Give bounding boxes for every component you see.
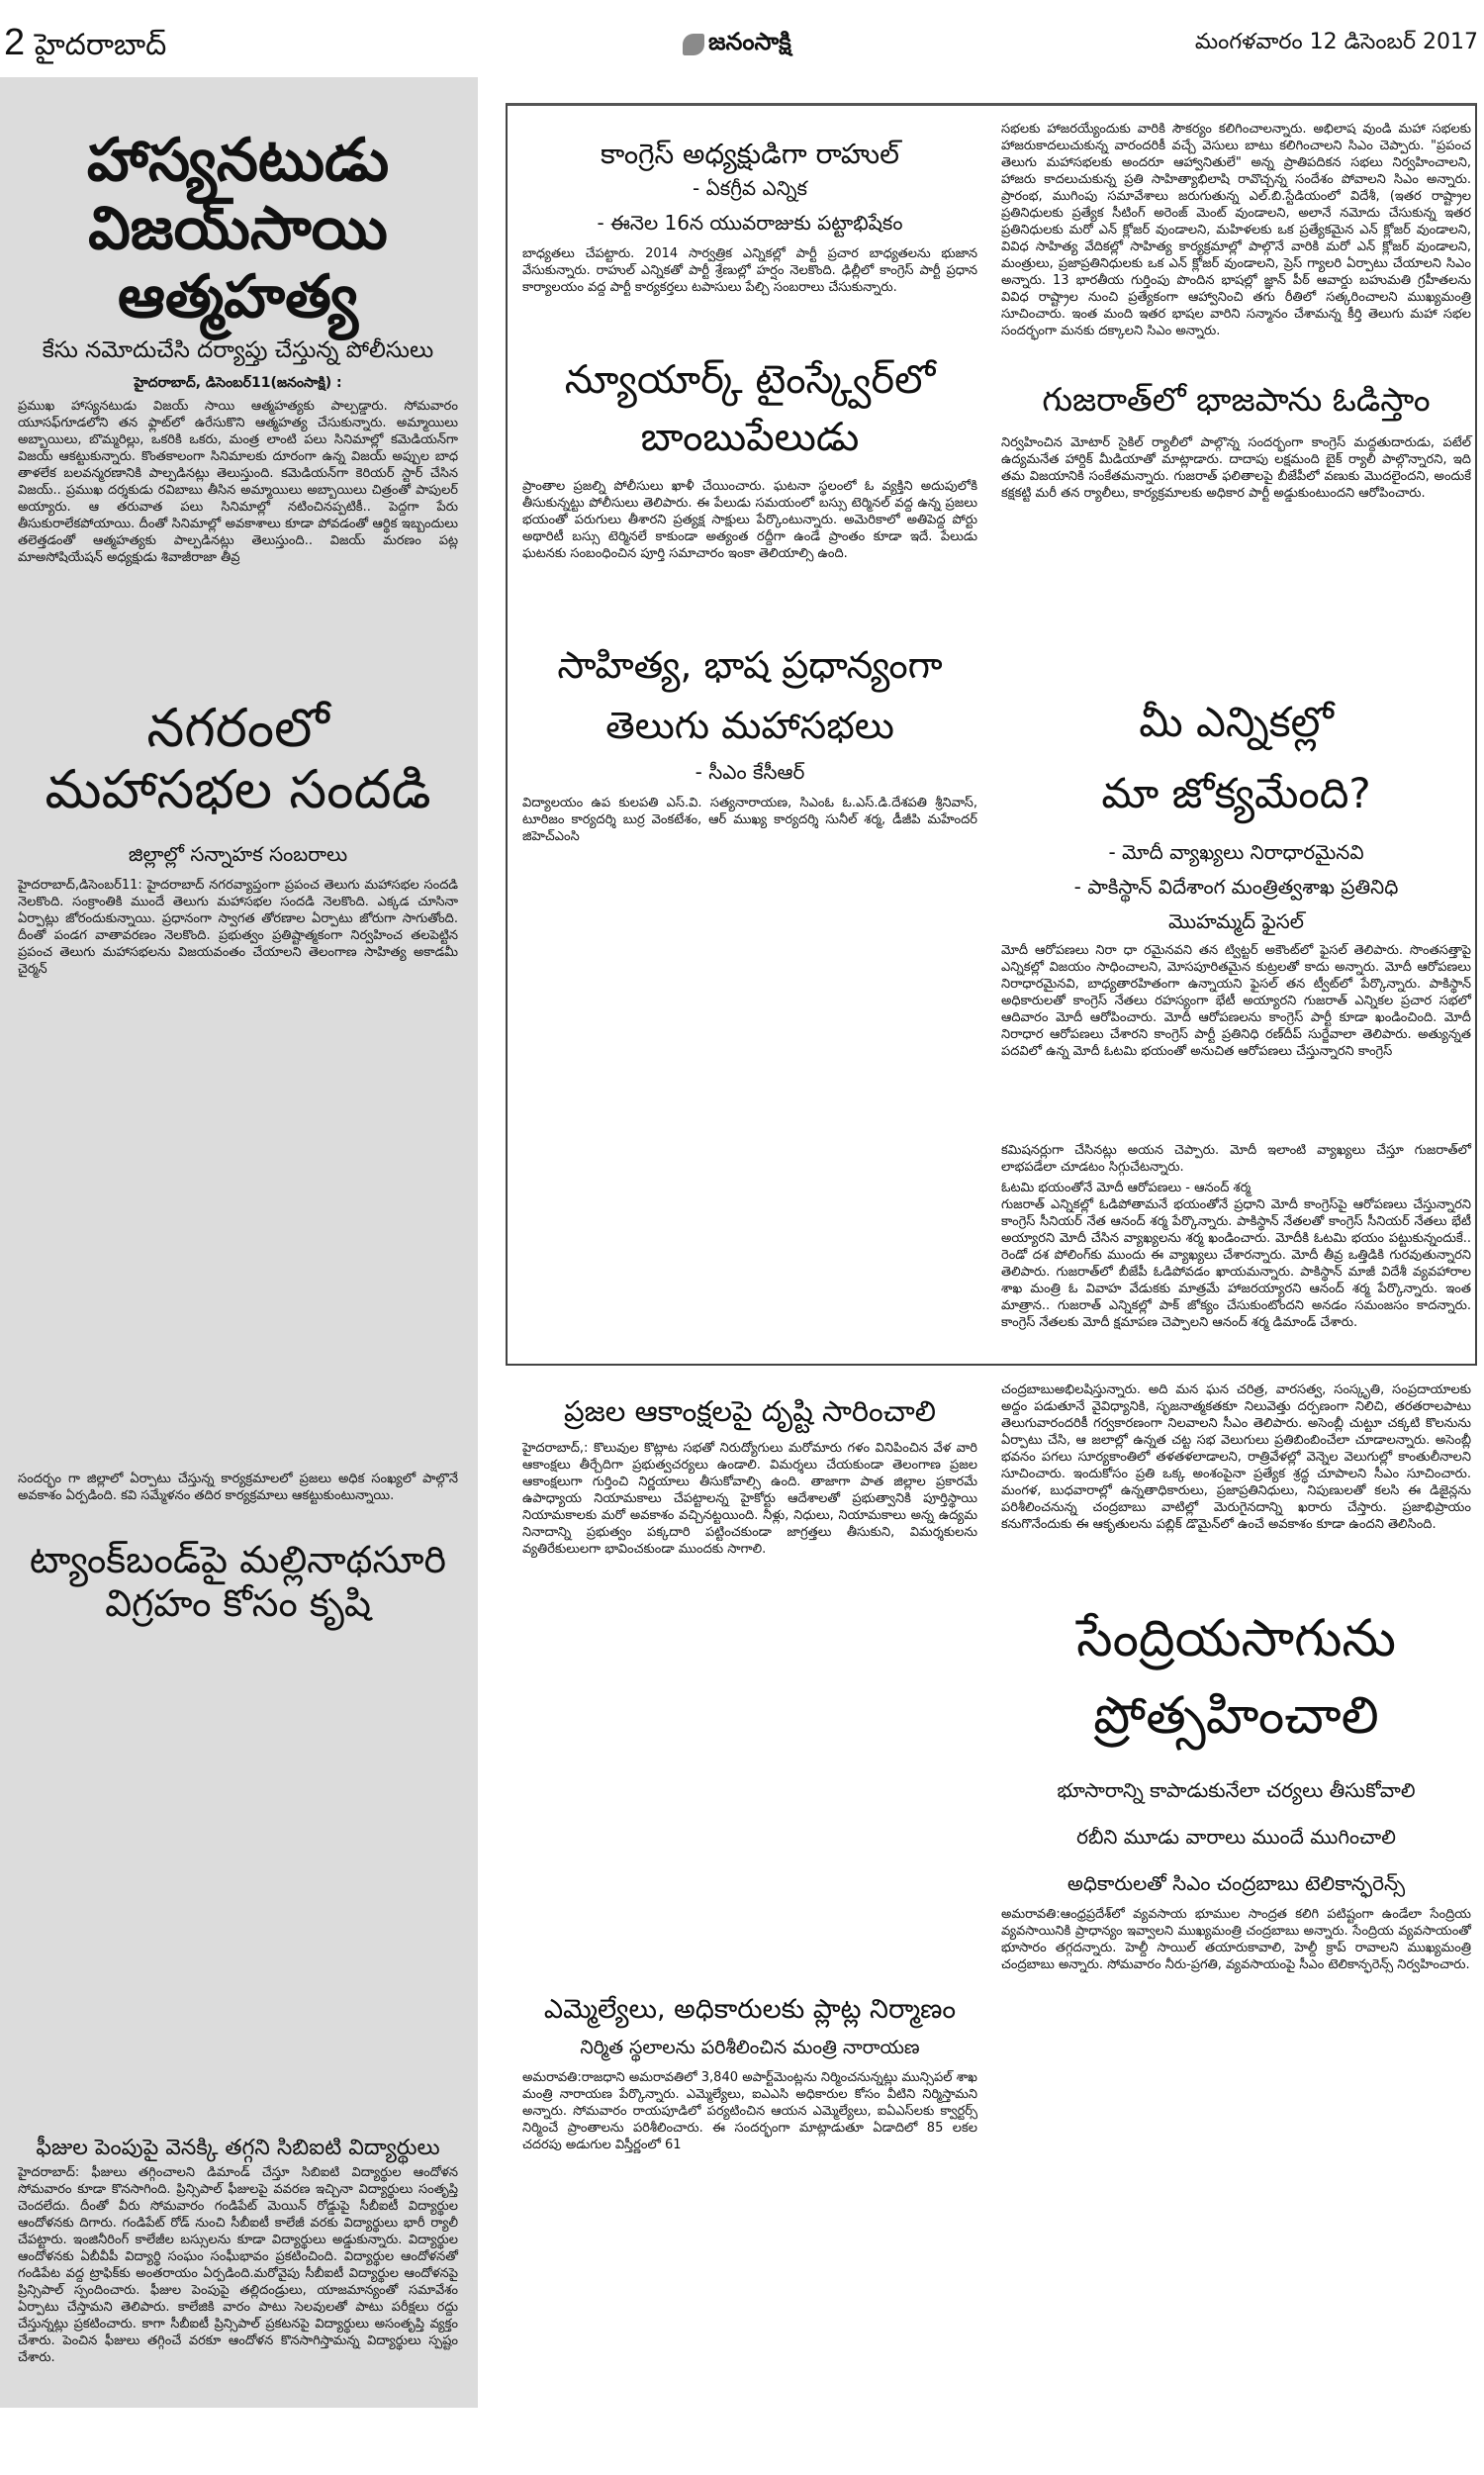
edition-name: హైదరాబాద్: [34, 28, 167, 62]
dateline: హైదరాబాద్, డిసెంబర్11(జనంసాక్షి) :: [134, 375, 342, 391]
article-newyork-blast: [522, 351, 977, 566]
subheadline-3: మొహమ్మద్ ఫైసల్: [1168, 908, 1304, 933]
article-body: విద్యాలయం ఉప కులపతి ఎస్.వి. సత్యనారాయణ, సిఎంఓ ఓ.ఎస్.డి.దేశపతి శ్రీనివాస్, టూరిజం కార్యదర్శి బుర్ర వెంకటేశం, ఆర్ ముఖ్య కార్యదర్శి సునీల్ శర్మ, డీజీపి మహేందర్ జిహెచ్ఎంసి: [522, 795, 977, 844]
subheadline-2: రబీని మూడు వారాలు ముందే ముగించాలి: [1076, 1824, 1396, 1849]
headline-line-2: మహాసభల సందడి: [45, 758, 431, 821]
article-rahul-congress-president: [522, 139, 977, 300]
headline-line-2: ప్రోత్సహించాలి: [1093, 1686, 1379, 1747]
headline: ప్రజల ఆకాంక్షలపై దృష్టి సారించాలి: [563, 1394, 937, 1428]
article-body: ప్రముఖ హాస్యనటుడు విజయ్ సాయి ఆత్మహత్యకు పాల్పడ్డారు. సోమవారం యూసఫ్‌గూడలోని తన ఫ్లాట్‌లో ఉరేసుకొని ఆత్మహత్య చేసుకున్నారు. అమ్మాయిలు అబ్బాయిలు, బొమ్మరిల్లు, ఒకరికి ఒకరు, మంత్ర లాంటి పలు సినిమాల్లో కమెడియన్‌గా విజయ్ ఆకట్టుకున్నారు. కొంతకాలంగా సినిమాలకు దూరంగా ఉన్న విజయ్ అప్పుల బాధ తాళలేక బలవన్మరణానికి పాల్పడినట్లు తెలుస్తుంది. కమెడియన్‌గా కెరియర్ స్టార్ చేసిన విజయ్.. ప్రముఖ దర్శకుడు రవిబాబు తీసిన అమ్మాయిలు అబ్బాయిలు చిత్రంతో పాపులర్ అయ్యారు. ఆ తరువాత పలు సినిమాల్లో నటించినప్పటికీ.. పెద్దగా పేరు తీసుకురాలేకపోయాయి. దీంతో సినిమాల్లో అవకాశాలు కూడా పోవడంతో ఆర్థిక ఇబ్బందులు తలెత్తడంతో ఆత్మహత్యకు పాల్పడినట్లు తెలుస్తుంది.. విజయ్ మరణం పట్ల మాఅసోషియేషన్ అధ్యక్షుడు శివాజీరాజా తీవ్ర: [18, 399, 458, 565]
headline-line-1: మీ ఎన్నికల్లో: [1139, 698, 1334, 746]
article-comedian-suicide: [18, 127, 458, 570]
article-body: నిర్వహించిన మోటార్ సైకిల్ ర్యాలీలో పాల్గొన్న సందర్భంగా కాంగ్రెస్ మద్దతుదారుడు, పటేల్ ఉద్యమనేత హార్దిక్ మీడియాతో మాట్లాడారు. దాదాపు లక్షమంది బైక్ ర్యాలీ పాల్గొన్నారని, ఇది తమ విజయానికి సంకేతమన్నారు. గుజరాత్ ఫలితాలపై బీజేపీలో వణుకు మొదలైందని, అందుకే కక్షకట్టి మరీ తన ర్యాలీలు, కార్యక్రమాలకు అధికార పార్టీ అడ్డుకుంటుందని ఆరోపించారు.: [1001, 434, 1471, 501]
article-mla-flats: [522, 1994, 977, 2157]
article-mahasabhalu-continued: [1001, 117, 1471, 343]
article-body-end: సందర్భం గా జిల్లాలో ఏర్పాటు చేస్తున్న కార్యక్రమాలలో ప్రజలు అధిక సంఖ్యలో పాల్గొనే అవకాశం ఏర్పడింది. కవి సమ్మేళనం తదిర కార్యక్రమాలు ఆకట్టుకుంటున్నాయి.: [18, 1472, 458, 1503]
article-body: మోదీ ఆరోపణలు నిరా ధా రమైనవని తన ట్విట్టర్ అకౌంట్‌లో ఫైసల్ తెలిపారు. సొంతసత్తాపై ఎన్నికల్లో విజయం సాధించాలని, మోసపూరితమైన కుట్రలతో కాదు అన్నారు. మోదీ ఆరోపణలు నిరాధారమైనవి, బాధ్యతారహితంగా ఉన్నాయని ఫైసల్ తన ట్వీట్‌లో పేర్కొన్నారు. పాకిస్థాన్ అధికారులతో కాంగ్రెస్ నేతలు రహస్యంగా భేటీ అయ్యారని గుజరాత్ ఎన్నికల ప్రచార సభలో ఆదివారం మోదీ ఆరోపించారు. మోదీ ఆరోపణలను కాంగ్రెస్ పార్టీ కూడా ఖండించింది. మోదీ నిరాధార ఆరోపణలు చేశారని కాంగ్రెస్ పార్టీ ప్రతినిధి రణ్‌దీప్ సుర్జేవాలా తెలిపారు. అత్యున్నత పదవిలో ఉన్న మోదీ ఓటమి భయంతో అనుచిత ఆరోపణలు చేస్తున్నారని కాంగ్రెస్: [1001, 942, 1471, 1059]
issue-date: మంగళవారం 12 డిసెంబర్ 2017: [1194, 30, 1478, 54]
article-body: అమరావతి:రాజధాని అమరావతిలో 3,840 అపార్ట్‌మెంట్లను నిర్మించనున్నట్లు మున్సిపల్ శాఖ మంత్రి నారాయణ పేర్కొన్నారు. ఎమ్మెల్యేలు, ఐఎఎసి అధికారుల కోసం వీటిని నిర్మిస్తామని అన్నారు. సోమవారం రాయపూడిలో పర్యటించిన ఆయన ఎమ్మెల్యేలు, ఐఏఎస్‌లకు క్వార్టర్స్ నిర్మించే ప్రాంతాలను పరిశీలించారు. ఈ సందర్భంగా మాట్లాడుతూ ఏడాదిలో 85 లకల చదరపు అడుగుల విస్తీర్ణంలో 61: [522, 2070, 978, 2153]
article-cbit-students: [18, 2136, 458, 2370]
headline-line-1: సాహిత్య, భాష ప్రధాన్యంగా: [557, 643, 943, 687]
article-body: చంద్రబాబుఅభిలషిస్తున్నారు. అది మన ఘన చరిత్ర, వారసత్వ, సంస్కృతి, సంప్రదాయాలకు అద్దం పడుతూనే వైవిధ్యానికి, సృజనాత్మకతకూ నిలువెత్తు దర్పణంగా నిలిచి, తరతరాలపాటు తెలుగువారందరికీ గర్వకారణంగా నిలవాలని సీఎం తెలిపారు. అసెంబ్లీ చుట్టూ చక్కటి కొలనును ఏర్పాటు చేసి, ఆ జలాల్లో ఉన్నత చట్ట సభ వెలుగులు ప్రతిబింబించేలా చూడాలన్నారు. అసెంబ్లీ భవనం పగలు సూర్యకాంతిలో తళతళలాడాలని, రాత్రివేళల్లో వెన్నెల వెలుగుల్లో కాంతులీనాలని సూచించారు. ఇందుకోసం ప్రతి ఒక్క అంశంపైనా ప్రత్యేక శ్రద్ధ చూపాలని సీఎం సూచించారు. మంగళ, బుధవారాల్లో ఉన్నతాధికారులు, ప్రజాప్రతినిధులు, నిపుణులతో కలసి ఈ డిజైన్లను పరిశీలించనున్న చంద్రబాబు వాటిల్లో మెరుగైనదాన్ని ఖరారు చేస్తారు. ప్రజాభిప్రాయం కనుగొనేందుకు ఈ ఆకృతులను పబ్లిక్ డొమైన్‌లో ఉంచే అవకాశం కూడా ఉందని తెలిసింది.: [1001, 1382, 1471, 1532]
article-body: హైదరాబాద్: ఫీజులు తగ్గించాలని డిమాండ్ చేస్తూ సిబిఐటి విద్యార్థుల ఆందోళన సోమవారం కూడా కొనసాగింది. ప్రిన్సిపాల్ ఫీజులపై వవరణ ఇచ్చినా విద్యార్థులు సంతృప్తి చెందలేదు. దీంతో వీరు సోమవారం గండిపేట్ మెయిన్ రోడ్డుపై సీబీఐటీ విద్యార్థుల ఆందోళనకు దిగారు. గండిపేట్ రోడ్ నుంచి సీబీఐటీ కాలేజీ వరకు విద్యార్థులు భారీ ర్యాలీ చేపట్టారు. ఇంజినీరింగ్ కాలేజీల బస్సులను కూడా విద్యార్థులు అడ్డుకున్నారు. విద్యార్థుల ఆందోళనకు ఏబీవీపీ విద్యార్థి సంఘం సంఘీభావం ప్రకటించింది. విద్యార్థుల ఆందోళనతో గండిపేట వద్ద ట్రాఫిక్‌కు అంతరాయం ఏర్పడింది.మరోవైపు సీబీఐటీ విద్యార్థుల ఆందోళనపై ప్రిన్సిపాల్ స్పందించారు. ఫీజుల పెంపుపై తల్లిదండ్రులు, యాజమాన్యంతో సమావేశం ఏర్పాటు చేస్తామని తెలిపారు. కాలేజికి వారం పాటు సెలవులతో పాటు పరీక్షలు రద్దు చేస్తున్నట్లు ప్రకటించారు. కాగా సీబీఐటీ ప్రిన్సిపాల్ ప్రకటనపై విద్యార్థులు అసంతృప్తి వ్యక్తం చేశారు. పెంచిన ఫీజులు తగ్గించే వరకూ ఆందోళన కొనసాగిస్తామన్న విద్యార్థులు స్పష్టం చేశారు.: [18, 2165, 458, 2366]
article-mahasabhala-sandadi-end: [18, 1467, 458, 1508]
subheadline-2: - ఈనెల 16న యువరాజుకు పట్టాభిషేకం: [597, 211, 903, 236]
subheadline: నిర్మిత స్థలాలను పరిశీలించిన మంత్రి నారాయణ: [580, 2037, 920, 2059]
article-body: హైదరాబాద్,: కొలువుల కొట్లాట సభతో నిరుద్యోగులు మరోమారు గళం వినిపించిన వేళ వారి ఆకాంక్షలు తీర్చేదిగా ప్రభుత్వచర్యలు ఉండాలి. విమర్శలు చేయకుండా తెలంగాణ ప్రజల ఆకాంక్షలుగా గుర్తించి నిర్ణయాలు తీసుకోవాల్సి ఉంది. తాజాగా పాత జిల్లాల ప్రకారమే ఉపాధ్యాయ నియామకాలు చేపట్టాలన్న హైకోర్టు ఆదేశాలతో ప్రభుత్వానికి పూర్తిస్థాయి నియామకాలకు మరో అవకాశం వచ్చినట్టయింది. నీళ్లు, నిధులు, నియామకాలు అన్న ఉద్యమ నినాదాన్ని ప్రభుత్వం పక్కదారి పట్టించకుండా జాగ్రత్తలు తీసుకుని, విమర్శకులను వ్యతిరేకులులగా భావించకుండా ముందకు సాగాలి.: [522, 1441, 977, 1558]
article-body: ప్రాంతాల ప్రజల్ని పోలీసులు ఖాళీ చేయించారు. ఘటనా స్థలంలో ఓ వ్యక్తిని అదుపులోకి తీసుకున్నట్టు పోలీసులు తెలిపారు. ఈ పేలుడు సమయంలో బస్సు టెర్మినల్ వద్ద ఉన్న ప్రజలు భయంతో పరుగులు తీశారని ప్రత్యక్ష సాక్షులు పేర్కొంటున్నారు. అమెరికాలో అతిపెద్ద పోర్టు అథారిటీ బస్సు టెర్మినలే కాకుండా అత్యంత రద్దీగా ఉండే ప్రాంతం కూడా ఇదే. పేలుడు ఘటనకు సంబంధించిన పూర్తి సమాచారం ఇంకా తెలియాల్సి ఉంది.: [522, 479, 977, 561]
subheadline-2: - పాకిస్థాన్ విదేశాంగ మంత్రిత్వశాఖ ప్రతినిధి: [1073, 874, 1399, 899]
headline-line-1: న్యూయార్క్ టైంస్క్వేర్‌లో: [564, 357, 936, 403]
headline: గుజరాత్‌లో భాజపాను ఓడిస్తాం: [1042, 380, 1431, 419]
page-header-left: [4, 22, 166, 69]
article-organic-farming: [1001, 1598, 1471, 1977]
article-body: కమిషనర్లుగా చేసినట్లు అయన చెప్పారు. మోదీ ఇలాంటి వ్యాఖ్యలు చేస్తూ గుజరాత్‌లో లాభపడేలా చూడటం సిగ్గుచేటన్నారు.: [1001, 1143, 1471, 1175]
headline-line-2: తెలుగు మహాసభలు: [605, 703, 894, 747]
article-anand-sharma: [1001, 1138, 1471, 1335]
article-body: అమరావతి:ఆంధ్రప్రదేశ్‌లో వ్యవసాయ భూముల సాంద్రత కలిగి పటిష్టంగా ఉండేలా సేంద్రియ వ్యవసాయినికి ప్రాధాన్యం ఇవ్వాలని ముఖ్యమంత్రి చంద్రబాబు అన్నారు. సేంద్రియ వ్యవసాయంతో భూసారం తగ్గదన్నారు. హెల్దీ సాయిల్ తయారుకావాలి, హెల్దీ క్రాప్ రావాలని ముఖ్యమంత్రి చంద్రబాబు అన్నారు. సోమవారం నీరు-ప్రగతి, వ్యవసాయంపై సీఎం టెలికాన్ఫరెన్స్ నిర్వహించారు.: [1001, 1906, 1471, 1972]
article-body: సభలకు హాజరయ్యేందుకు వారికి సౌకర్యం కలిగించాలన్నారు. అభిలాష వుండి మహా సభలకు హాజరుకాదలుచుకున్న వారందరికీ వచ్చే వెసులు బాటు కలిగించాలని సిఎం చెప్పారు. "ప్రపంచ తెలుగు మహాసభలకు అందరూ ఆహ్వానితులే" అన్న ప్రాతిపదికన సభలు నిర్వహించాలని, హాజరు కాదలుచుకున్న ప్రతి సాహిత్యాభిలాషి రావొచ్చన్న సందేశం పోవాలని సిఎం అన్నారు. ప్రారంభ, ముగింపు సమావేశాలు జరుగుతున్న ఎల్.బి.స్టేడియంలో విదేశీ, (ఇతర రాష్ట్రాల ప్రతినిధులకు ప్రత్యేక సీటింగ్ అరెంజ్ మెంట్ వుండాలని, అలానే నమోదు చేసుకున్న ఇతర ప్రతినిధులకు మరో ఎన్ క్లోజర్ వుండాలని, మహిళలకు ఒక ప్రత్యేకమైన ఎన్ క్లోజర్ వుండాలని, వివిధ సాహిత్య వేదికల్లో సాహిత్య కార్యక్రమాల్లో పాల్గొనే వారికి మరో ఎన్ క్లోజర్ వుండాలని, మంత్రులు, ప్రజాప్రతినిధులకు ఒక ఎన్ క్లోజర్ వుండాలని, ప్రెస్ గ్యాలరి ఏర్పాటు చేయాలని సిఎం అన్నారు. 13 భారతీయ గుర్తింపు పొందిన భాషల్లో జ్ఞాన్ పీఠ్ ఆవార్డు బహుమతి గ్రహీతలను వివిధ రాష్ట్రాల నుంచి ప్రత్యేకంగా ఆహ్వానించి తగు రీతిలో సత్కరించాలని ముఖ్యమంత్రి సూచించారు. ఇంత మంది ఇతర భాషల వారిని సన్మానం చేశామన్న కీర్తి తెలుగు మహా సభల సందర్భంగా మనకు దక్కాలని సిఎం అన్నారు.: [1001, 122, 1471, 338]
article-body: గుజరాత్ ఎన్నికల్లో ఓడిపోతామనే భయంతోనే ప్రధాని మోదీ కాంగ్రెస్‌పై ఆరోపణలు చేస్తున్నారని కాంగ్రెస్ సీనియర్ నేత ఆనంద్ శర్మ పేర్కొన్నారు. పాకిస్థాన్ నేతలతో కాంగ్రెస్ సీనియర్ నేతలు భేటీ అయ్యారని మోదీ చేసిన వ్యాఖ్యలను శర్మ ఖండించారు. మోదీకి ఓటమి భయం పట్టుకున్నందుకే.. రెండో దశ పోలింగ్‌కు ముందు ఈ వ్యాఖ్యలు చేశారన్నారు. మోదీ తీవ్ర ఒత్తిడికి గురవుతున్నారని తెలిపారు. గుజరాత్‌లో బీజేపీ ఓడిపోవడం ఖాయమన్నారు. పాకిస్థాన్ మాజీ విదేశీ వ్యవహారాల శాఖ మంత్రి ఓ వివాహ వేడుకకు మాత్రమే హాజరయ్యారని ఆనంద్ శర్మ పేర్కొన్నారు. ఇంత మాత్రాన.. గుజరాత్ ఎన్నికల్లో పాక్ జోక్యం చేసుకుంటోందని అనడం సమంజసం కాదన్నారు. కాంగ్రెస్ నేతలకు మోదీ క్షమాపణ చెప్పాలని ఆనంద్ శర్మ డిమాండ్ చేశారు.: [1001, 1197, 1471, 1330]
headline-line-1: హాస్యనటుడు: [86, 126, 390, 195]
subheadline: కేసు నమోదుచేసి దర్యాప్తు చేస్తున్న పోలీసులు: [42, 337, 434, 363]
headline: ఎమ్మెల్యేలు, అధికారులకు ప్లాట్ల నిర్మాణం: [543, 1994, 957, 2025]
article-telugu-mahasabhalu: [522, 633, 977, 849]
article-gujarat-bjp: [1001, 381, 1471, 506]
headline-line-1: ట్యాంక్‌బండ్‌పై మల్లినాథసూరి: [29, 1538, 447, 1581]
masthead-logo: [683, 28, 791, 61]
subheadline-1: భూసారాన్ని కాపాడుకునేలా చర్యలు తీసుకోవాలి: [1057, 1777, 1416, 1802]
subheadline: జిల్లాల్లో సన్నాహక సంబరాలు: [128, 842, 348, 867]
headline: కాంగ్రెస్ అధ్యక్షుడిగా రాహుల్: [600, 138, 900, 170]
headline-line-2: విగ్రహం కోసం కృషి: [105, 1580, 371, 1625]
subheadline: - సీఎం కేసీఆర్: [695, 759, 805, 784]
article-body: బాధ్యతలు చేపట్టారు. 2014 సార్వత్రిక ఎన్నికల్లో పార్టీ ప్రచార బాధ్యతలను భుజాన వేసుకున్నారు. రాహుల్ ఎన్నికతో పార్టీ శ్రేణుల్లో హర్షం నెలకొంది. ఢిల్లీలో కాంగ్రెస్ పార్టీ ప్రధాన కార్యాలయం వద్ద పార్టీ కార్యకర్తలు టపాసులు పేల్చి సంబరాలు చేసుకున్నారు.: [522, 246, 977, 296]
headline-line-2: విజయ్‌సాయి ఆత్మహత్య: [88, 194, 388, 332]
article-assembly-design: [1001, 1378, 1471, 1537]
logo-text: జనంసాక్షి: [708, 28, 791, 55]
page-number: 2: [4, 22, 26, 63]
article-body: హైదరాబాద్,డిసెంబర్11: హైదరాబాద్ నగరవ్యాప్తంగా ప్రపంచ తెలుగు మహాసభల సందడి నెలకొంది. సంక్రాంతికి ముందే తెలుగు మహాసభల సందడి నెలకొంది. ఎక్కడ చూసినా ఏర్పాట్లు జోరందుకున్నాయి. ప్రధానంగా స్వాగత తోరణాల ఏర్పాటు జోరుగా సాగుతోంది. దీంతో పండగ వాతావరణం నెలకొంది. ప్రభుత్వం ప్రతిష్టాత్మకంగా నిర్వహించ తలపెట్టిన ప్రపంచ తెలుగు మహాసభలను విజయవంతం చేయాలని తెలంగాణ సాహిత్య అకాడమీ చైర్మన్: [18, 878, 458, 978]
inline-subheading: ఓటమి భయంతోనే మోదీ ఆరోపణలు - ఆనంద్ శర్మ: [1001, 1181, 1252, 1195]
article-pakistan-reaction: [1001, 683, 1471, 1064]
logo-icon: [683, 34, 704, 55]
subheadline-1: - ఏకగ్రీవ ఎన్నిక: [693, 176, 807, 201]
headline-line-1: సేంద్రియసాగును: [1076, 1609, 1396, 1668]
headline-line-1: నగరంలో: [146, 697, 329, 759]
headline-line-2: మా జోక్యమేంది?: [1101, 768, 1371, 817]
headline: ఫీజుల పెంపుపై వెనక్కి తగ్గని సిబిఐటి విద్యార్థులు: [36, 2136, 440, 2160]
article-prajala-akankshalu: [522, 1395, 977, 1562]
article-mallinatha-suri: [18, 1539, 458, 1625]
article-mahasabhala-sandadi: [18, 698, 458, 982]
headline-line-2: బాంబుపేలుడు: [640, 415, 860, 460]
subheadline-1: - మోదీ వ్యాఖ్యలు నిరాధారమైనవి: [1108, 839, 1364, 864]
subheadline-3: అధికారులతో సిఎం చంద్రబాబు టెలికాన్ఫరెన్స్: [1067, 1870, 1406, 1895]
